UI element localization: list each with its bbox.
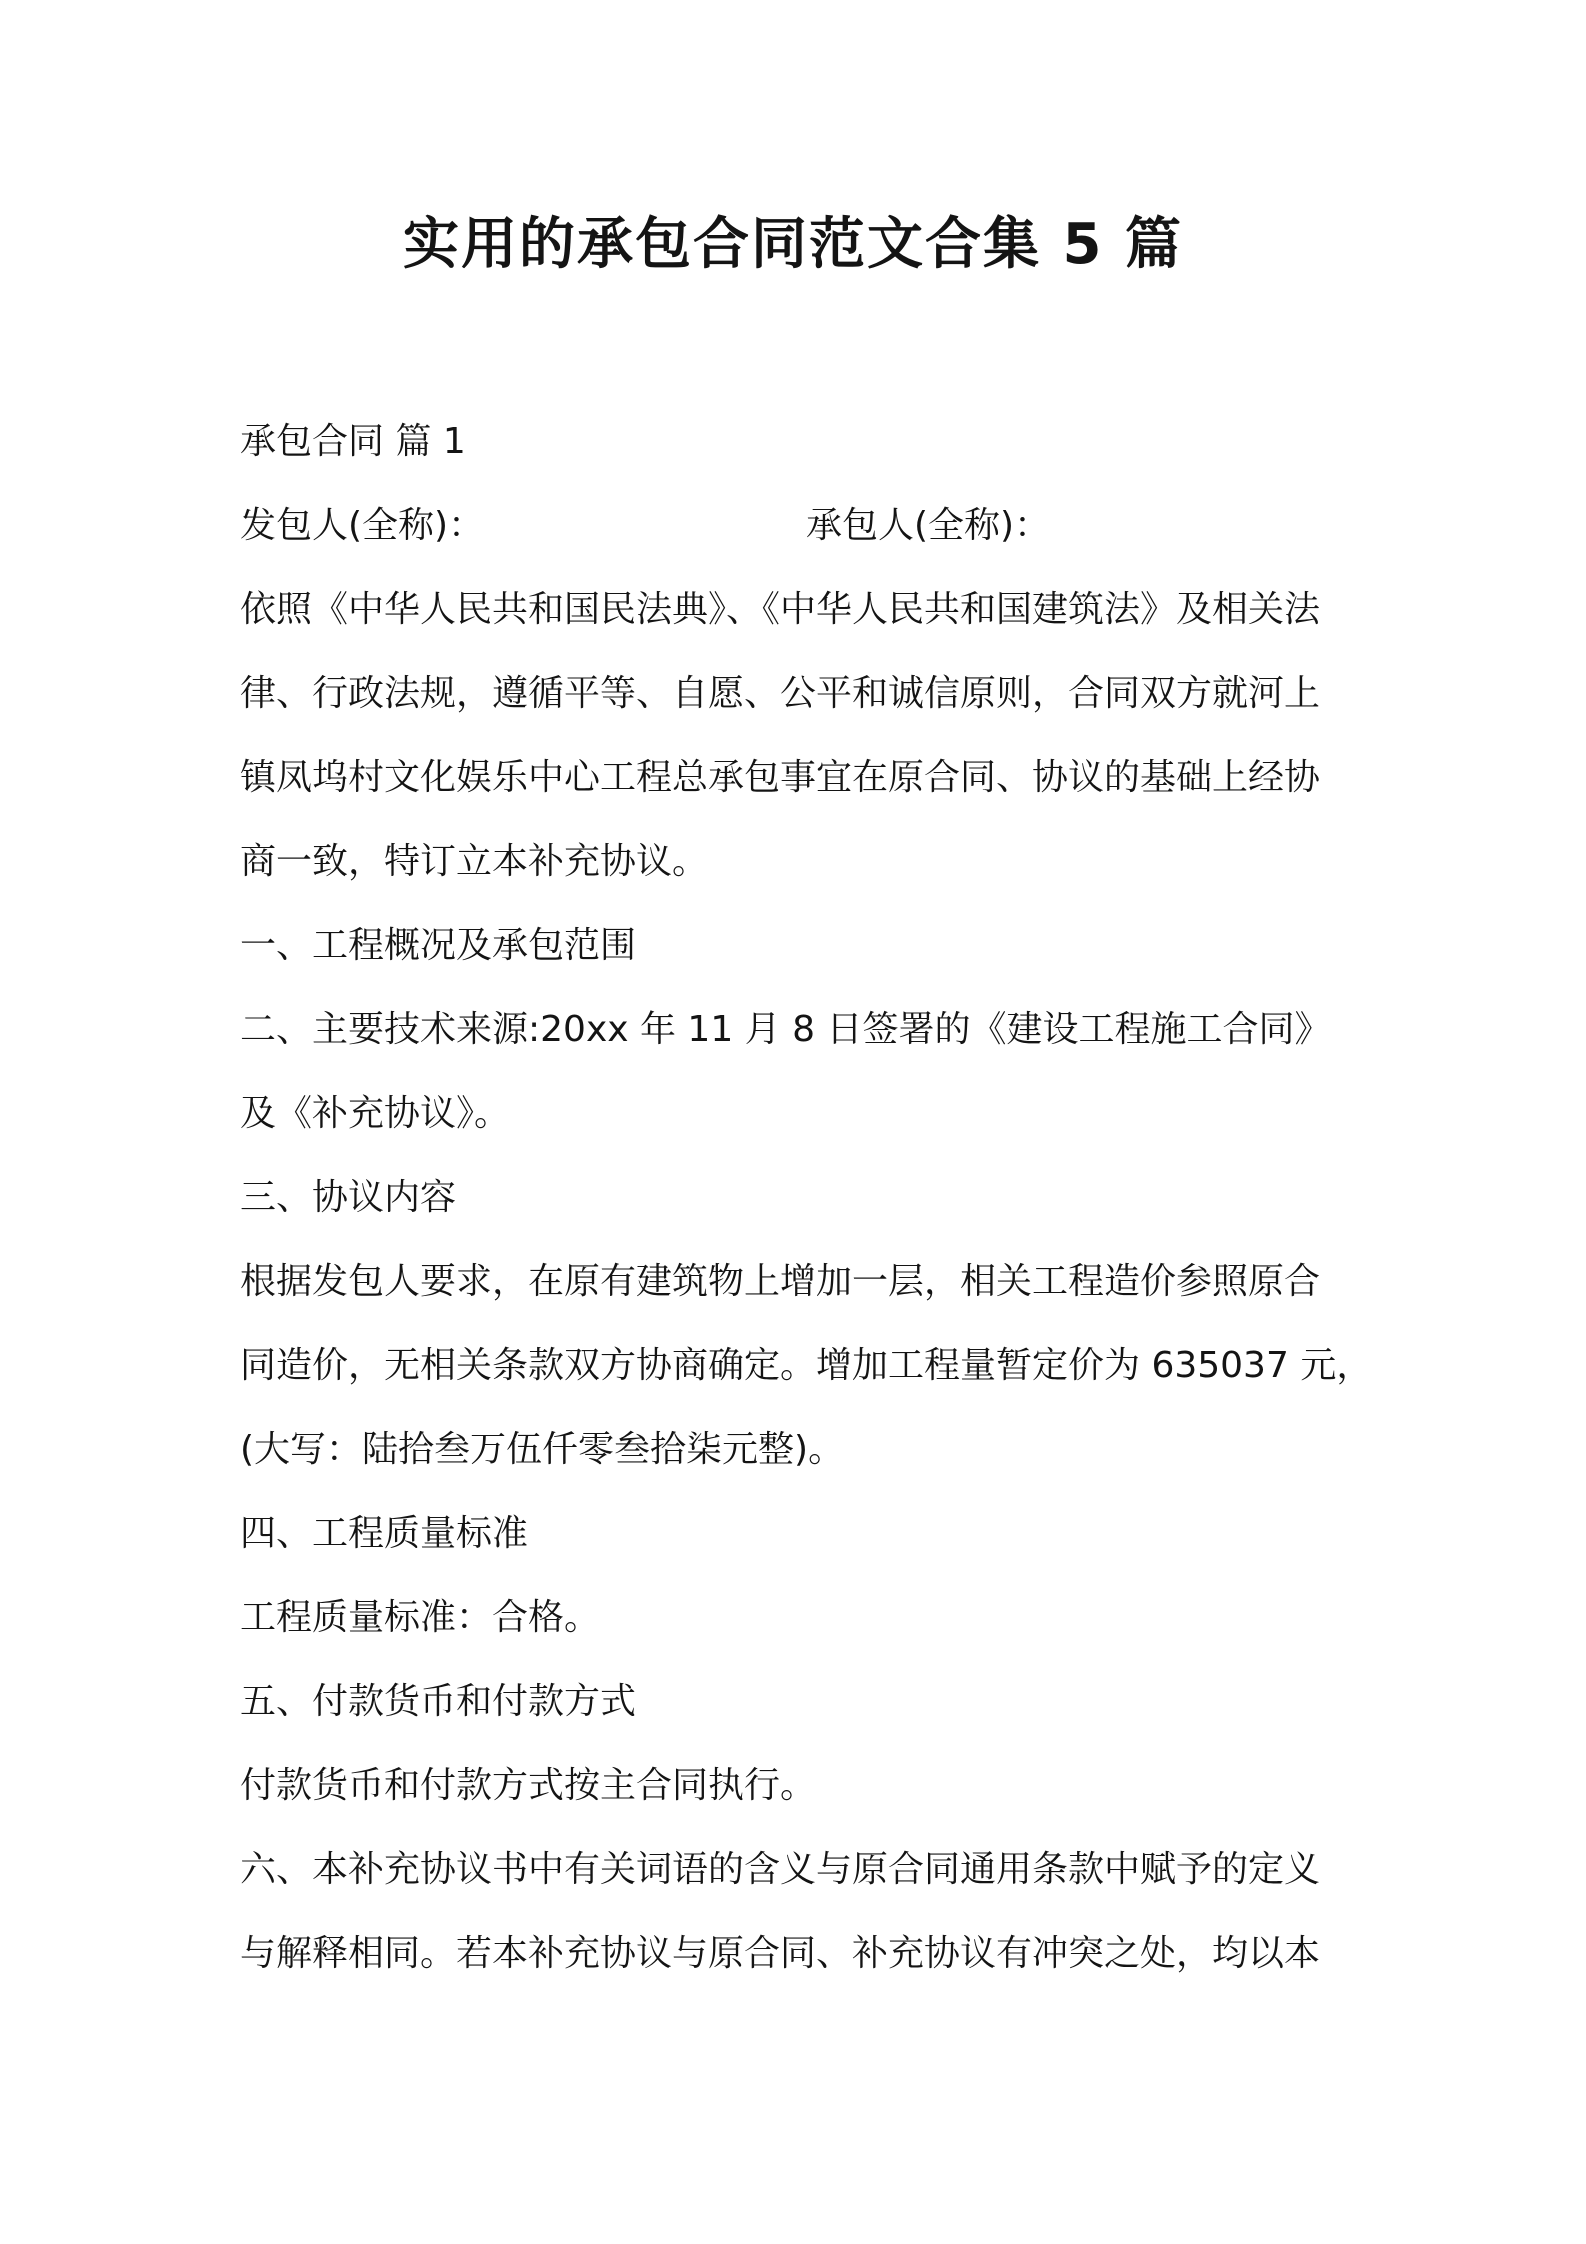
body-line: 根据发包人要求，在原有建筑物上增加一层，相关工程造价参照原合	[240, 1261, 1321, 1302]
party-a-label: 发包人(全称)：	[240, 505, 485, 546]
body-line: 及《补充协议》。	[240, 1093, 511, 1134]
body-line: 律、行政法规，遵循平等、自愿、公平和诚信原则，合同双方就河上	[240, 673, 1321, 714]
clause-heading: 二、主要技术来源:20xx 年 11 月 8 日签署的《建设工程施工合同》	[240, 1009, 1331, 1050]
body-line: 工程质量标准：合格。	[240, 1597, 601, 1638]
document-body	[240, 400, 1373, 1996]
clause-heading: 三、协议内容	[240, 1177, 457, 1218]
party-b-label: 承包人(全称)：	[806, 505, 1051, 546]
clause-heading: 四、工程质量标准	[240, 1513, 529, 1554]
body-line: 付款货币和付款方式按主合同执行。	[240, 1765, 817, 1806]
body-line: 与解释相同。若本补充协议与原合同、补充协议有冲突之处，均以本	[240, 1933, 1321, 1974]
body-line: 商一致，特订立本补充协议。	[240, 841, 709, 882]
body-line: 依照《中华人民共和国民法典》、《中华人民共和国建筑法》及相关法	[240, 589, 1321, 630]
clause-heading: 六、本补充协议书中有关词语的含义与原合同通用条款中赋予的定义	[240, 1849, 1321, 1890]
document-title: 实用的承包合同范文合集 5 篇	[403, 212, 1183, 277]
party-line	[240, 484, 1360, 568]
clause-heading: 五、付款货币和付款方式	[240, 1681, 637, 1722]
body-line: 镇凤坞村文化娱乐中心工程总承包事宜在原合同、协议的基础上经协	[240, 757, 1321, 798]
section-heading: 承包合同 篇 1	[240, 421, 466, 462]
body-line: (大写：陆拾叁万伍仟零叁拾柒元整)。	[240, 1429, 845, 1470]
body-line: 同造价，无相关条款双方协商确定。增加工程量暂定价为 635037 元，	[240, 1345, 1373, 1386]
clause-heading: 一、工程概况及承包范围	[240, 925, 637, 966]
